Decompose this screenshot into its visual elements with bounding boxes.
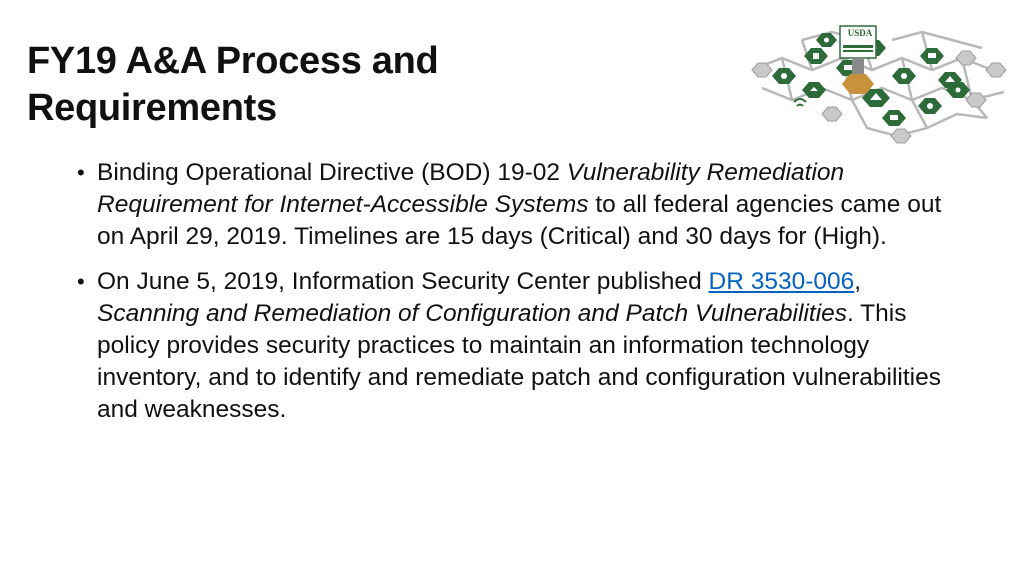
usda-badge-label: USDA: [847, 28, 873, 38]
bullet-dr-3530-006: [75, 266, 955, 426]
bullet-text: . This policy provides security practices to maintain an information technology inventory, and to identify and remediate patch and configuration vulnerabilities and weaknesses.: [97, 300, 941, 423]
bullet-text-italic: Vulnerability Remediation Requirement for Internet-Accessible Systems: [97, 159, 845, 218]
bullet-marker: •: [77, 269, 85, 294]
slide-title-line-1: FY19 A&A Process and: [27, 40, 439, 82]
slide-title: [27, 38, 627, 132]
usda-network-logo: [742, 18, 1012, 146]
bullet-bod-19-02: [75, 157, 955, 253]
wifi-icon: [794, 99, 806, 106]
bullet-text: ,: [854, 268, 862, 295]
slide-title-line-2: Requirements: [27, 87, 277, 129]
bullet-text: to all federal agencies came out on April 29, 2019. Timelines are 15 days (Critical) and 30 days for (High).: [97, 191, 942, 250]
bullet-text-italic: Scanning and Remediation of Configuration and Patch Vulnerabilities: [97, 300, 848, 327]
bullet-text: On June 5, 2019, Information Security Center published: [97, 268, 709, 295]
bullet-list: [75, 157, 955, 439]
bullet-text: Binding Operational Directive (BOD) 19-02: [97, 159, 567, 186]
dr-3530-006-link[interactable]: DR 3530-006: [708, 268, 855, 295]
bullet-marker: •: [77, 160, 85, 185]
